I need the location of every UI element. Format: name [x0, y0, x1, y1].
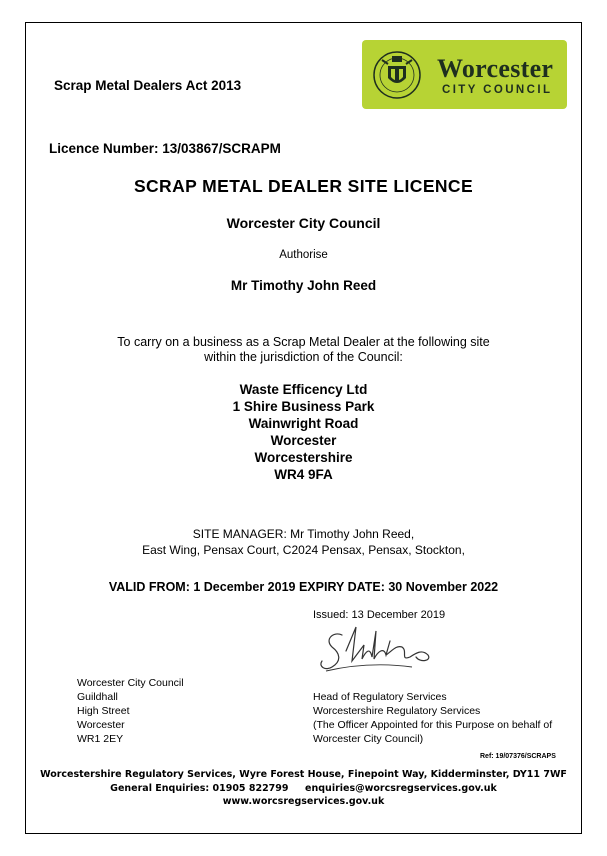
footer-contact: [25, 768, 582, 809]
signatory-block: [313, 690, 552, 746]
licence-number: Licence Number: 13/03867/SCRAPM: [49, 141, 281, 156]
contact-line: Worcester City Council: [77, 677, 184, 689]
site-manager: [25, 526, 582, 558]
address-line: WR4 9FA: [274, 467, 333, 482]
signature: [312, 621, 442, 677]
manager-line: East Wing, Pensax Court, C2024 Pensax, Pensax, Stockton,: [142, 543, 465, 557]
licence-holder: Mr Timothy John Reed: [230, 278, 377, 293]
address-line: Waste Efficency Ltd: [239, 382, 368, 397]
licence-title: SCRAP METAL DEALER SITE LICENCE: [133, 176, 474, 196]
signatory-line: Worcester City Council): [313, 733, 424, 745]
act-title: Scrap Metal Dealers Act 2013: [54, 78, 242, 93]
contact-line: Worcester: [77, 719, 125, 731]
footer-enquiries: General Enquiries: 01905 822799 enquiries@worcsregservices.gov.uk: [110, 782, 497, 794]
signatory-line: Head of Regulatory Services: [313, 691, 447, 703]
council-logo: [362, 40, 567, 109]
description-line: within the jurisdiction of the Council:: [204, 350, 403, 364]
manager-line: SITE MANAGER: Mr Timothy John Reed,: [192, 527, 415, 541]
address-line: Worcestershire: [254, 450, 353, 465]
footer-address: Worcestershire Regulatory Services, Wyre Forest House, Finepoint Way, Kidderminster, DY11 7WF: [40, 769, 567, 780]
council-address: [77, 676, 184, 746]
site-address: [25, 381, 582, 483]
footer-website: www.worcsregservices.gov.uk: [222, 796, 385, 807]
issued-date: Issued: 13 December 2019: [313, 609, 446, 621]
signatory-line: (The Officer Appointed for this Purpose on behalf of: [313, 719, 553, 731]
contact-line: WR1 2EY: [77, 733, 124, 745]
address-line: Wainwright Road: [248, 416, 359, 431]
crest-icon: [372, 48, 422, 102]
issuing-council: Worcester City Council: [226, 215, 381, 231]
logo-name: Worcester: [437, 54, 554, 83]
address-line: 1 Shire Business Park: [232, 399, 375, 414]
address-line: Worcester: [270, 433, 337, 448]
reference-number: Ref: 19/07376/SCRAPS: [480, 753, 556, 760]
signatory-line: Worcestershire Regulatory Services: [313, 705, 481, 717]
contact-line: High Street: [77, 705, 130, 717]
description-line: To carry on a business as a Scrap Metal Dealer at the following site: [117, 335, 490, 349]
licence-description: [25, 335, 582, 365]
authorise-label: Authorise: [279, 249, 328, 261]
validity-dates: VALID FROM: 1 December 2019 EXPIRY DATE: 30 November 2022: [108, 580, 499, 594]
logo-subtitle: CITY COUNCIL: [442, 84, 553, 96]
contact-line: Guildhall: [77, 691, 118, 703]
